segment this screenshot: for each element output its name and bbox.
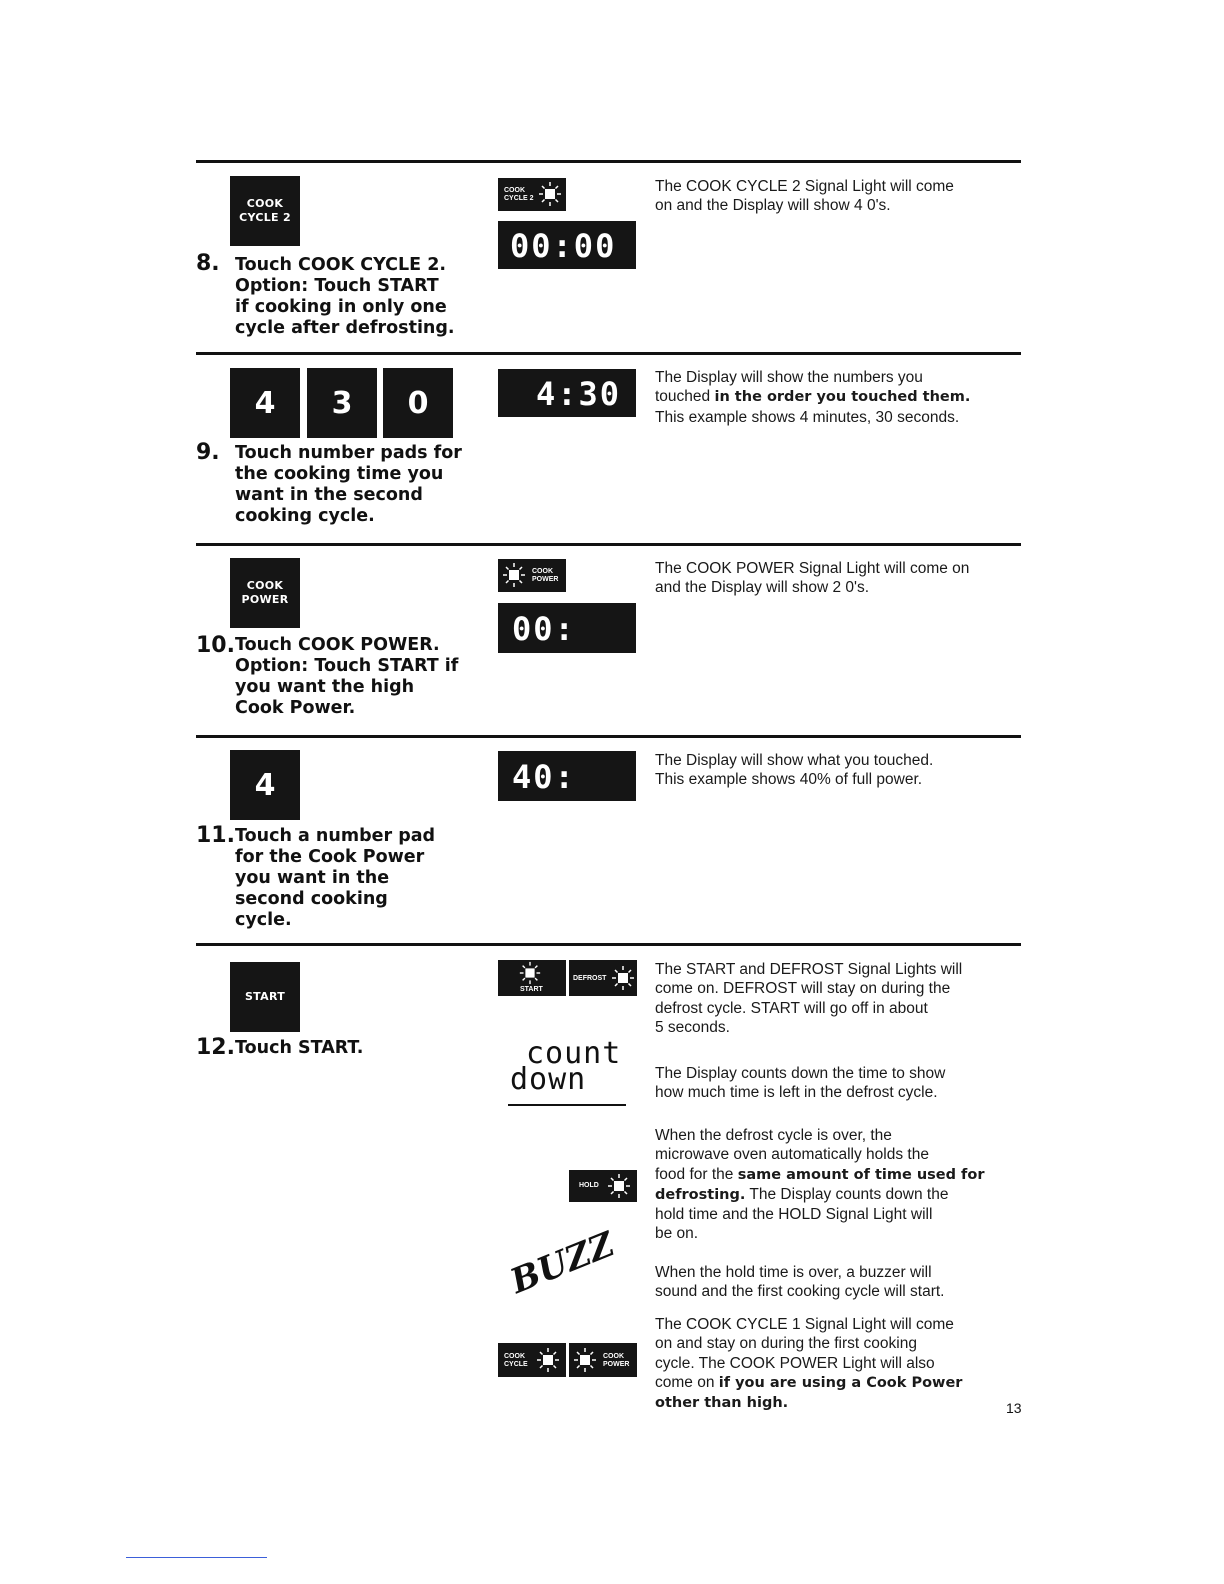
number-pad-4: 4	[230, 368, 300, 438]
step-number: 9.	[196, 440, 220, 465]
start-keypad: START	[230, 962, 300, 1032]
page-number: 13	[1006, 1400, 1022, 1416]
step-description: The START and DEFROST Signal Lights will come on. DEFROST will stay on during the defrost cycle. START will go off in about 5 seconds.	[655, 961, 963, 1036]
step-instruction: Touch COOK CYCLE 2. Option: Touch START if cooking in only one cycle after defrosting.	[235, 255, 455, 338]
countdown-underline	[508, 1104, 626, 1106]
section-divider	[196, 543, 1021, 546]
step-instruction: Touch START.	[235, 1038, 364, 1058]
signal-light-icon	[502, 562, 526, 588]
step-description: The Display will show what you touched. This example shows 40% of full power.	[655, 752, 934, 789]
final-description: The COOK CYCLE 1 Signal Light will come on and stay on during the first cooking cycle. The COOK POWER Light will also come on if you are using a Cook Power other than high.	[655, 1316, 963, 1412]
hold-signal-light: HOLD	[569, 1170, 637, 1202]
display-readout: 00:00	[498, 221, 636, 269]
signal-light-icon	[518, 961, 542, 985]
number-pad-0: 0	[383, 368, 453, 438]
display-readout: 4:30	[498, 369, 636, 417]
signal-light-icon	[607, 1173, 631, 1199]
cook-cycle-signal-light: COOK CYCLE	[498, 1343, 566, 1377]
footer-line	[126, 1557, 267, 1558]
step-description: The COOK CYCLE 2 Signal Light will come on and the Display will show 4 0's.	[655, 178, 954, 215]
step-instruction: Touch a number pad for the Cook Power you want in the second cooking cycle.	[235, 826, 436, 930]
display-readout: 40:	[498, 751, 636, 801]
step-number: 11.	[196, 823, 235, 848]
signal-light-icon	[538, 181, 562, 207]
step-number: 10.	[196, 633, 235, 658]
start-signal-light: START	[498, 960, 566, 996]
step-number: 12.	[196, 1035, 235, 1060]
countdown-top-text: count	[526, 1036, 622, 1071]
step-instruction: Touch COOK POWER. Option: Touch START if you want the high Cook Power.	[235, 635, 459, 718]
number-pad-3: 3	[307, 368, 377, 438]
number-pad-4: 4	[230, 750, 300, 820]
buzz-description: When the hold time is over, a buzzer will sound and the first cooking cycle will start.	[655, 1264, 945, 1301]
defrost-signal-light: DEFROST	[569, 960, 637, 996]
display-readout: 00:	[498, 603, 636, 653]
section-divider	[196, 352, 1021, 355]
step-instruction: Touch number pads for the cooking time you want in the second cooking cycle.	[235, 443, 462, 526]
signal-light-icon	[573, 1347, 597, 1373]
cook-power-keypad: COOK POWER	[230, 558, 300, 628]
section-divider	[196, 735, 1021, 738]
hold-description: When the defrost cycle is over, the microwave oven automatically holds the food for the same amount of time used for defrosting. The Display counts down the hold time and the HOLD Signal Light will be on.	[655, 1127, 985, 1243]
step-description: The Display will show the numbers you touched in the order you touched them. This example shows 4 minutes, 30 seconds.	[655, 369, 971, 426]
step-number: 8.	[196, 251, 220, 276]
cook-cycle-2-keypad: COOK CYCLE 2	[230, 176, 300, 246]
step-description: The COOK POWER Signal Light will come on and the Display will show 2 0's.	[655, 560, 970, 597]
countdown-bottom-text: down	[510, 1062, 587, 1097]
buzz-graphic: BUZZ	[505, 1224, 621, 1302]
section-divider	[196, 160, 1021, 163]
countdown-graphic	[508, 1036, 628, 1108]
signal-light-icon	[536, 1347, 560, 1373]
cook-power-signal-light: COOK POWER	[569, 1343, 637, 1377]
cook-cycle-2-signal-light: COOK CYCLE 2	[498, 178, 566, 211]
cook-power-signal-light: COOK POWER	[498, 559, 566, 592]
signal-light-icon	[611, 965, 635, 991]
countdown-description: The Display counts down the time to show how much time is left in the defrost cycle.	[655, 1065, 946, 1102]
section-divider	[196, 943, 1021, 946]
